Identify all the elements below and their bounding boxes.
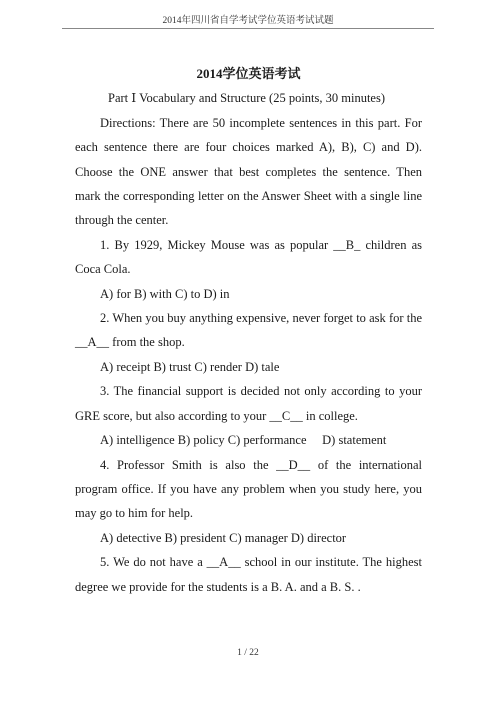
- question-stem: 2. When you buy anything expensive, never forget to ask for the __A__ from the shop.: [75, 311, 422, 350]
- part-heading: Part Ⅰ Vocabulary and Structure (25 points, 30 minutes): [108, 91, 386, 106]
- question-stem: 5. We do not have a __A__ school in our institute. The highest degree we provide for the students is a B. A. and a B. S. .: [75, 555, 422, 594]
- question-stem: 1. By 1929, Mickey Mouse was as popular __B_ children as Coca Cola.: [75, 237, 422, 277]
- question-options: A) receipt B) trust C) render D) tale: [100, 359, 280, 374]
- question-options: A) intelligence B) policy C) performance D) statement: [100, 433, 387, 448]
- question-options: A) for B) with C) to D) in: [100, 286, 230, 301]
- question-stem: 3. The financial support is decided not only according to your GRE score, but also according to your __C__ in college.: [75, 384, 422, 423]
- header-divider: [62, 28, 434, 29]
- page-header: 2014年四川省自学考试学位英语考试试题: [162, 16, 334, 26]
- question-options: A) detective B) president C) manager D) director: [100, 530, 347, 545]
- document-title: 2014学位英语考试: [196, 66, 301, 81]
- directions: Directions: There are 50 incomplete sentences in this part. For each sentence there are four choices marked A), B), C) and D). Choose the ONE answer that best completes the sentence. Then mark the corresponding letter on the Answer Sheet with a single line through the center.: [75, 115, 422, 228]
- question-stem: 4. Professor Smith is also the __D__ of the international program office. If you have any problem when you study here, you may go to him for help.: [75, 457, 422, 521]
- document-body: [75, 62, 422, 599]
- page-number: 1 / 22: [237, 648, 259, 658]
